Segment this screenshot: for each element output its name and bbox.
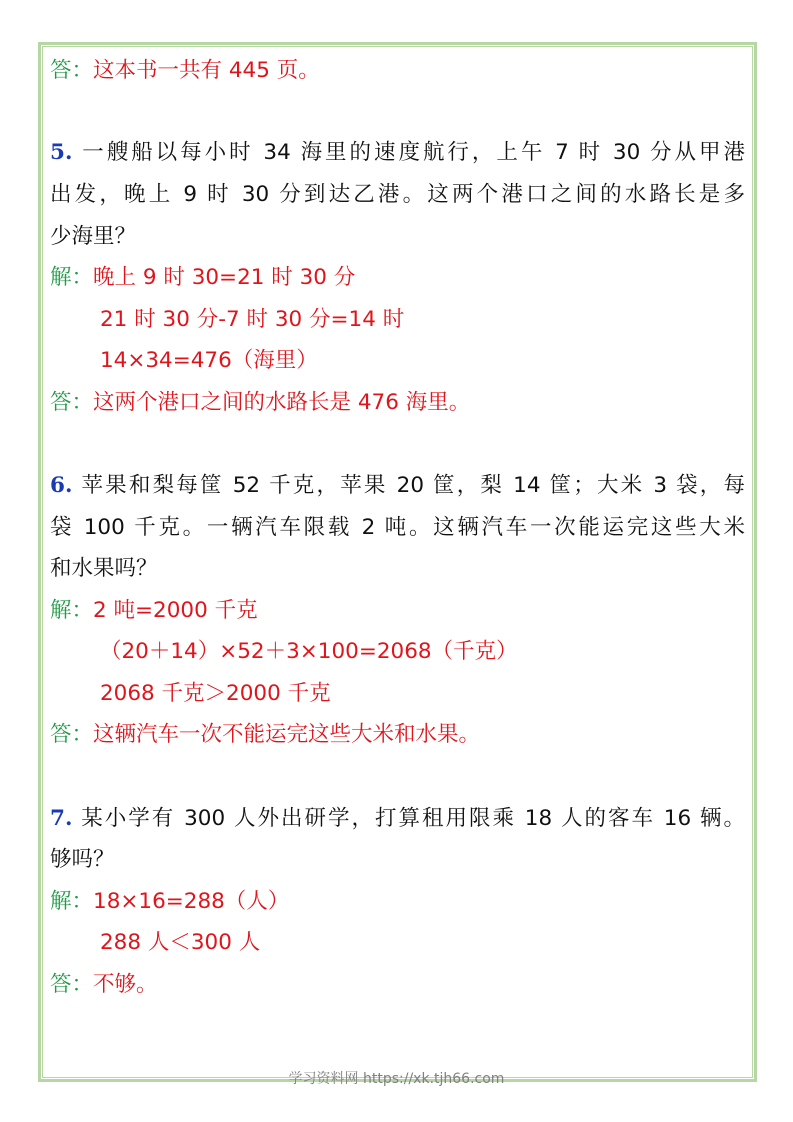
problem-6-line-2: 袋 100 千克。一辆汽车限载 2 吨。这辆汽车一次能运完这些大米: [50, 515, 745, 540]
problem-7-solution-2: 288 人＜300 人: [100, 930, 261, 955]
problem-7-line-1: [50, 804, 745, 834]
answer-text: 这两个港口之间的水路长是 476 海里。: [93, 390, 471, 415]
answer-label: 答：: [50, 972, 94, 997]
answer-label: 答：: [50, 722, 94, 747]
answer-label: 答：: [50, 390, 94, 415]
solution-label: 解：: [50, 889, 94, 914]
solution-label: 解：: [50, 598, 94, 623]
problem-5-line-2: 出发，晚上 9 时 30 分到达乙港。这两个港口之间的水路长是多: [50, 182, 745, 207]
problem-7-solution-1: [50, 887, 289, 917]
problem-5-solution-1: [50, 263, 355, 293]
problem-5-line-3: 少海里？: [50, 224, 137, 249]
problem-6-line-1: [50, 471, 745, 501]
problem-5-answer: [50, 388, 470, 418]
problem-number: 7.: [50, 806, 73, 831]
problem-6-answer: [50, 720, 480, 750]
problem-number: 6.: [50, 473, 73, 498]
problem-text: 一艘船以每小时 34 海里的速度航行，上午 7 时 30 分从甲港: [72, 140, 745, 165]
answer-text: 这辆汽车一次不能运完这些大米和水果。: [93, 722, 481, 747]
problem-6-line-3: 和水果吗？: [50, 556, 158, 581]
problem-5-line-1: [50, 138, 745, 168]
problem-6-solution-3: 2068 千克＞2000 千克: [100, 681, 331, 706]
solution-text: 18×16=288（人）: [93, 889, 290, 914]
answer-text: 这本书一共有 445 页。: [93, 58, 320, 83]
top-answer: [50, 56, 320, 86]
problem-5-solution-2: 21 时 30 分-7 时 30 分=14 时: [100, 307, 405, 332]
problem-6-solution-1: [50, 596, 258, 626]
problem-text: 苹果和梨每筐 52 千克，苹果 20 筐，梨 14 筐；大米 3 袋，每: [72, 473, 745, 498]
answer-label: 答：: [50, 58, 94, 83]
problem-5-solution-3: 14×34=476（海里）: [100, 348, 318, 373]
problem-6-solution-2: （20＋14）×52＋3×100=2068（千克）: [100, 639, 518, 664]
problem-7-line-2: 够吗？: [50, 847, 115, 872]
answer-text: 不够。: [93, 972, 158, 997]
solution-text: 2 吨=2000 千克: [93, 598, 258, 623]
problem-number: 5.: [50, 140, 73, 165]
problem-7-answer: [50, 970, 158, 1000]
solution-text: 晚上 9 时 30=21 时 30 分: [93, 265, 356, 290]
problem-text: 某小学有 300 人外出研学，打算租用限乘 18 人的客车 16 辆。: [72, 806, 745, 831]
footer-watermark: 学习资料网 https://xk.tjh66.com: [288, 1071, 505, 1087]
solution-label: 解：: [50, 265, 94, 290]
